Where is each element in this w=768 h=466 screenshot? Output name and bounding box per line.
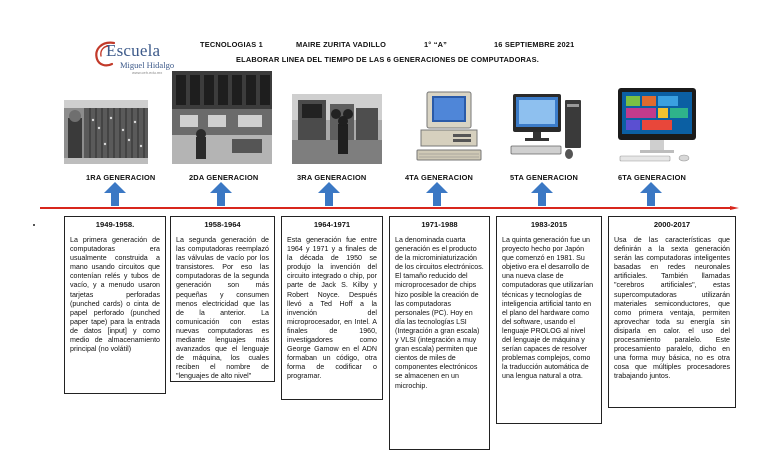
gen3-photo xyxy=(292,94,382,164)
gen1-up-arrow-icon xyxy=(104,182,126,206)
gen2-box xyxy=(170,216,275,382)
gen3-box xyxy=(281,216,383,400)
course-name: TECNOLOGIAS 1 xyxy=(200,40,263,49)
gen4-photo xyxy=(413,88,485,164)
gen2-text: La segunda generación de las computadoras reemplazó las válvulas de vacío por los transistores. Por eso las computadoras de la segunda generación son más pequeñas y consumen menos electricidad que las de la anterior. La comunicación con estas nuevas computadoras es mediante lenguajes más avanzados que el lenguaje de máquina, los cuales reciben el nombre de "lenguajes de alto nivel" xyxy=(176,236,269,381)
gen6-box xyxy=(608,216,736,408)
gen6-dates: 2000-2017 xyxy=(653,220,691,229)
gen3-label: 3RA GENERACION xyxy=(297,173,367,182)
gen5-photo xyxy=(505,86,585,164)
gen6-label: 6TA GENERACION xyxy=(618,173,687,182)
gen6-up-arrow-icon xyxy=(640,182,662,206)
gen2-label: 2DA GENERACION xyxy=(189,173,259,182)
gen4-up-arrow-icon xyxy=(426,182,448,206)
student-name: MAIRE ZURITA VADILLO xyxy=(296,40,387,49)
gen3-text: Esta generación fue entre 1964 y 1971 y a finales de la década de 1950 se produjo la invención del circuito integrado o chip, por parte de Jack S. Kilby y Robert Noyce. Después llevó a Ted Hoff a la invención del microprocesador, en Intel. A finales de 1960, investigadores como George Gamow en el ADN formaban un código, otra forma de codificar o programar. xyxy=(287,236,377,381)
gen3-up-arrow-icon xyxy=(318,182,340,206)
gen2-up-arrow-icon xyxy=(210,182,232,206)
stray-dot xyxy=(33,224,35,226)
page-subtitle: ELABORAR LINEA DEL TIEMPO DE LAS 6 GENERACIONES DE COMPUTADORAS. xyxy=(236,55,539,64)
gen5-box xyxy=(496,216,602,424)
gen2-dates: 1958-1964 xyxy=(204,220,241,229)
logo-subtitle: Miguel Hidalgo xyxy=(120,60,175,70)
gen4-box xyxy=(389,216,490,450)
gen4-text: La denominada cuarta generación es el producto de la microminiaturización de los circuitos electrónicos. El tamaño reducido del microprocesador de chips hizo posible la creación de las computadoras personales (PC). Hoy en día las tecnologías LSI (Integración a gran escala) y VLSI (integración a muy gran escala) permiten que cientos de miles de componentes electrónicos se almacenen en un microchip. xyxy=(395,236,484,390)
gen6-photo xyxy=(612,84,702,164)
timeline-line xyxy=(40,206,739,210)
gen4-label: 4TA GENERACION xyxy=(405,173,474,182)
gen4-dates: 1971-1988 xyxy=(421,220,458,229)
date-label: 16 SEPTIEMBRE 2021 xyxy=(494,40,575,49)
logo-url: www.ceh.edu.mx xyxy=(132,70,163,75)
gen1-box xyxy=(64,216,166,394)
gen5-dates: 1983-2015 xyxy=(530,220,568,229)
gen5-up-arrow-icon xyxy=(531,182,553,206)
gen5-text: La quinta generación fue un proyecto hecho por Japón que comenzó en 1981. Su objetivo era el desarrollo de una nueva clase de computadoras que utilizarían técnicas y tecnologías de inteligencia artificial tanto en el plano del hardware como del software, usando el lenguaje PROLOG al nivel del lenguaje de máquina y serían capaces de resolver problemas complejos, como la traducción automática de una lengua natural a otra. xyxy=(502,236,594,381)
gen1-text: La primera generación de computadoras era usualmente construida a mano usando circuitos que contenían relés y tubos de vacío, y a menudo usaron tarjetas perforadas (punched cards) o cinta de papel perforado (punched paper tape) para la entrada de datos [input] y como medio de almacenamiento principal (no volátil) xyxy=(70,236,160,354)
gen3-dates: 1964-1971 xyxy=(313,220,351,229)
gen1-label: 1RA GENERACION xyxy=(86,173,156,182)
logo-title: Escuela xyxy=(106,41,161,60)
gen5-label: 5TA GENERACION xyxy=(510,173,579,182)
gen1-photo xyxy=(64,100,148,164)
gen6-text: Usa de las características que definirán a la sexta generación serán las computadoras inteligentes basadas en redes neuronales artificiales. También llamadas "cerebros artificiales", estas supercomputadoras utilizarán materiales semiconductores, que como primera ventaja, permiten aprovechar toda su energía sin disiparla en calor. el uso del procesamiento paralelo. Este procesamiento paralelo, dicho en una forma muy básica, no es otra cosa que múltiples procesadores trabajando juntos. xyxy=(614,236,730,381)
gen1-dates: 1949-1958. xyxy=(95,220,135,229)
group-label: 1° “A” xyxy=(424,40,448,49)
gen2-photo xyxy=(172,71,272,164)
